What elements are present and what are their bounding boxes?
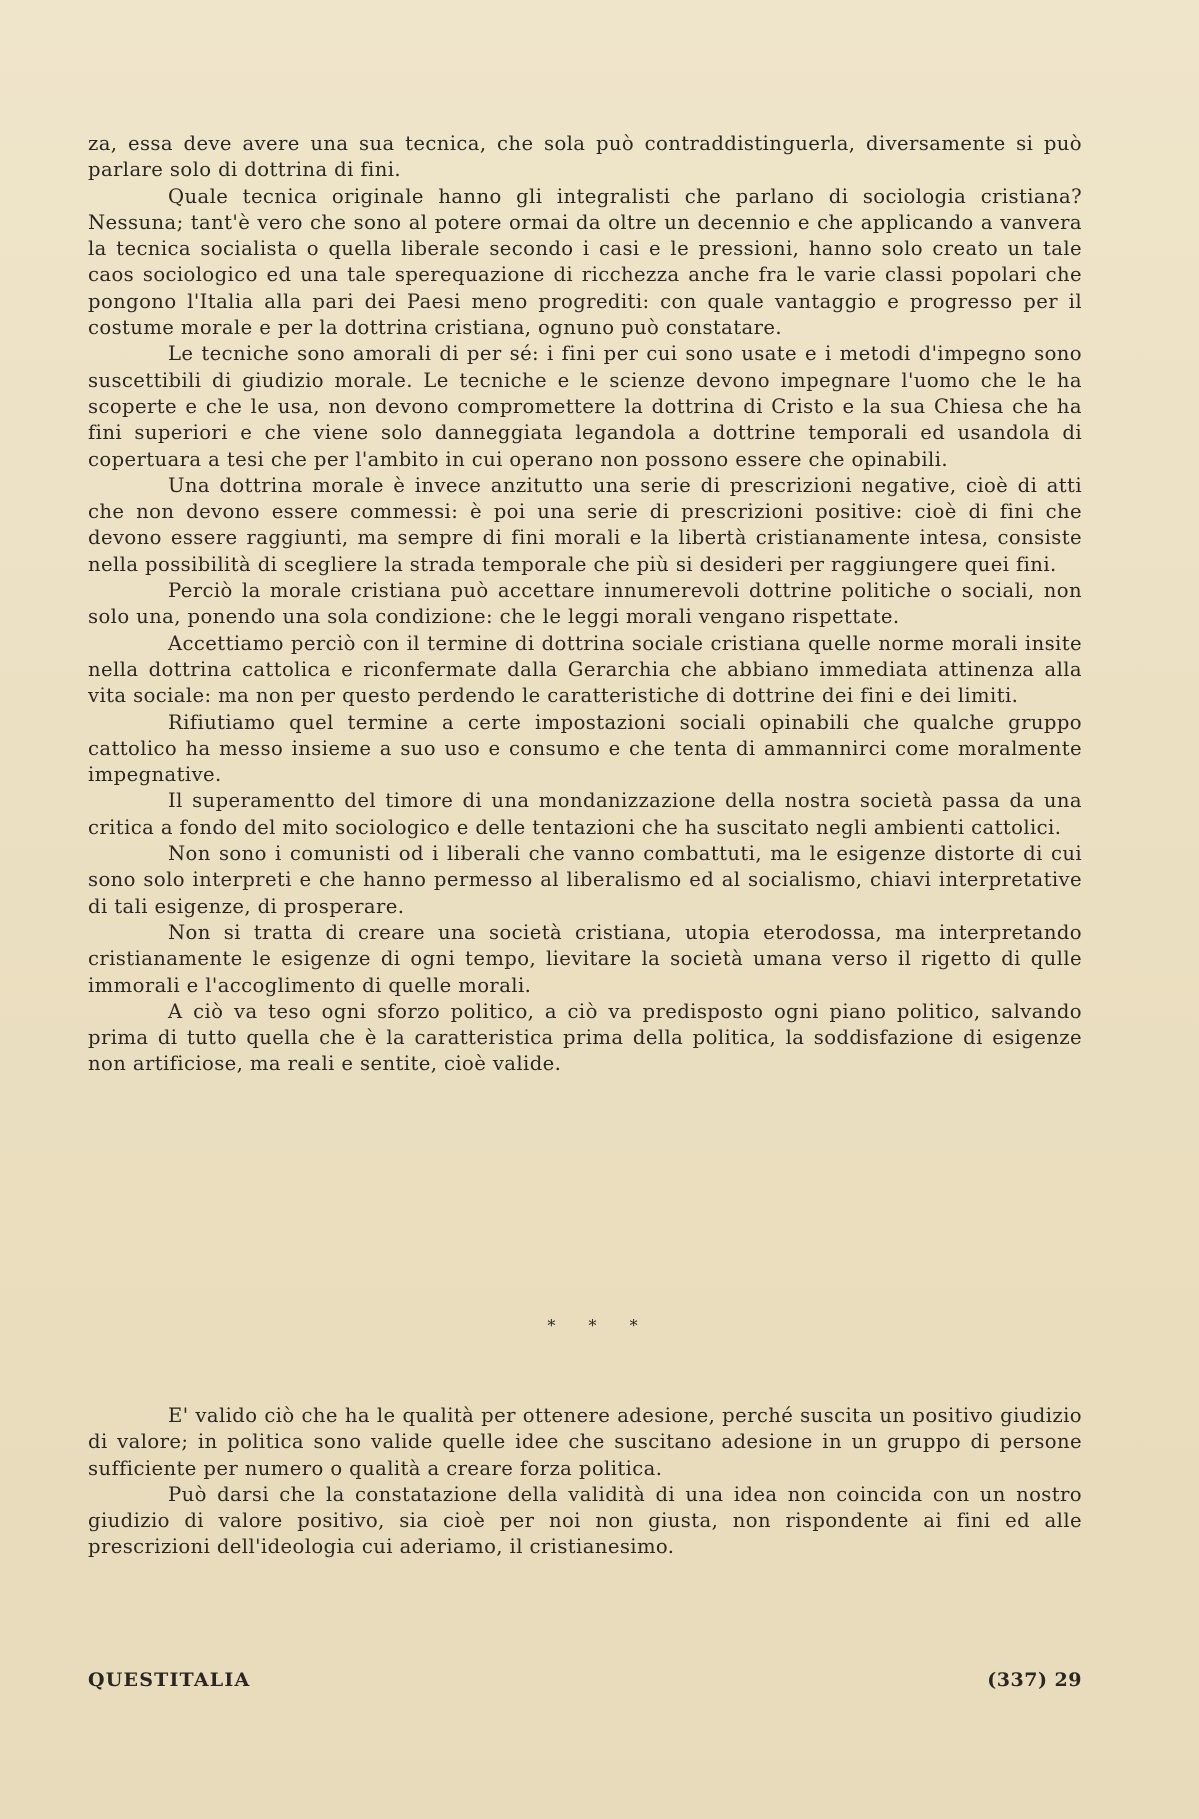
paragraph: Il superamentto del timore di una mondanizzazione della nostra società passa da una critica a fondo del mito sociologico e delle tentazioni che ha suscitato negli ambienti cattolici. [88,789,1082,839]
article-section-two [88,1403,1082,1561]
journal-name: QUESTITALIA [88,1669,251,1691]
paragraph: Accettiamo perciò con il termine di dottrina sociale cristiana quelle norme morali insite nella dottrina cattolica e riconfermate dalla Gerarchia che abbiano immediata attinenza alla vita sociale: ma non per questo perdendo le caratteristiche di dottrine dei fini e dei limiti. [88,631,1082,708]
paragraph: Una dottrina morale è invece anzitutto una serie di prescrizioni negative, cioè di atti che non devono essere commessi: è poi una serie di prescrizioni positive: cioè di fini che devono essere raggiunti, ma sempre di fini morali e la libertà cristianamente intesa, consiste nella possibilità di scegliere la strada temporale che più si desideri per raggiungere quei fini. [88,473,1082,576]
page-number: (337) 29 [987,1669,1082,1691]
article-body [88,131,1082,1078]
paragraph: E' valido ciò che ha le qualità per ottenere adesione, perché suscita un positivo giudizio di valore; in politica sono valide quelle idee che suscitano adesione in un gruppo di persone sufficiente per numero o qualità a creare forza politica. [88,1404,1082,1480]
paragraph: Rifiutiamo quel termine a certe impostazioni sociali opinabili che qualche gruppo cattolico ha messo insieme a suo uso e consumo e che tenta di ammannirci come moralmente impegnative. [88,710,1082,787]
paragraph: Può darsi che la constatazione della validità di una idea non coincida con un nostro giudizio di valore positivo, sia cioè per noi non giusta, non rispondente ai fini ed alle prescrizioni dell'ideologia cui aderiamo, il cristianesimo. [88,1482,1082,1559]
paragraph: Non si tratta di creare una società cristiana, utopia eterodossa, ma interpretando cristianamente le esigenze di ogni tempo, lievitare la società umana verso il rigetto di qulle immorali e l'accoglimento di quelle morali. [88,920,1082,997]
paragraph: Perciò la morale cristiana può accettare innumerevoli dottrine politiche o sociali, non solo una, ponendo una sola condizione: che le leggi morali vengano rispettate. [88,579,1082,629]
section-separator: * * * [547,1316,652,1335]
paragraph: Quale tecnica originale hanno gli integralisti che parlano di sociologia cristiana? Nessuna; tant'è vero che sono al potere ormai da oltre un decennio e che applicando a vanvera la tecnica socialista o quella liberale secondo i casi e le pressioni, hanno solo creato un tale caos sociologico ed una tale sperequazione di ricchezza anche fra le varie classi popolari che pongono l'Italia alla pari dei Paesi meno progrediti: con quale vantaggio e progresso per il costume morale e per la dottrina cristiana, ognuno può constatare. [88,184,1082,340]
paragraph: A ciò va teso ogni sforzo politico, a ciò va predisposto ogni piano politico, salvando prima di tutto quella che è la caratteristica prima della politica, la soddisfazione di esigenze non artificiose, ma reali e sentite, cioè valide. [88,999,1082,1076]
paragraph: Non sono i comunisti od i liberali che vanno combattuti, ma le esigenze distorte di cui sono solo interpreti e che hanno permesso al liberalismo ed al socialismo, chiavi interpretative di tali esigenze, di prosperare. [88,842,1082,918]
paragraph: Le tecniche sono amorali di per sé: i fini per cui sono usate e i metodi d'impegno sono suscettibili di giudizio morale. Le tecniche e le scienze devono impegnare l'uomo che le ha scoperte e che le usa, non devono compromettere la dottrina di Cristo e la sua Chiesa che ha fini superiori e che viene solo danneggiata legandola a dottrine temporali ed usandola di copertuara a tesi che per l'ambito in cui operano non possono essere che opinabili. [88,342,1082,471]
paragraph: za, essa deve avere una sua tecnica, che sola può contraddistinguerla, diversamente si può parlare solo di dottrina di fini. [88,132,1082,182]
